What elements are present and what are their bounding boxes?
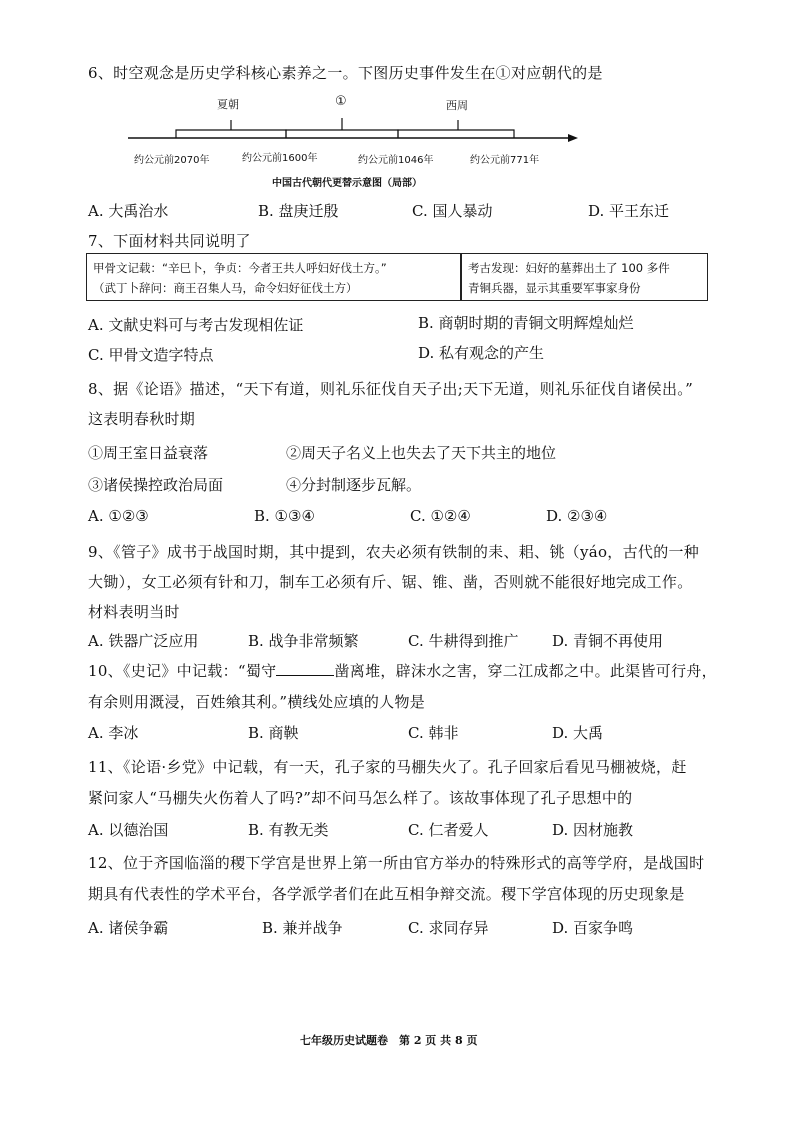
q11-stem-line1: 11、《论语·乡党》中记载，有一天，孔子家的马棚失火了。孔子回家后看见马棚被烧，赶 xyxy=(88,758,687,776)
q10-option-a[interactable]: A. 李冰 xyxy=(88,724,139,742)
q8-item-3: ③诸侯操控政治局面 xyxy=(88,476,224,494)
q7-option-c[interactable]: C. 甲骨文造字特点 xyxy=(88,346,214,364)
q9-stem-line2: 大锄），女工必须有针和刀，制车工必须有斤、锯、锥、凿，否则就不能很好地完成工作。 xyxy=(88,573,693,591)
q8-item-2: ②周天子名义上也失去了天下共主的地位 xyxy=(286,444,557,462)
brace-xia xyxy=(176,120,286,138)
q10-option-b[interactable]: B. 商鞅 xyxy=(248,724,299,742)
q11-option-d[interactable]: D. 因材施教 xyxy=(552,821,634,839)
q11-option-b[interactable]: B. 有教无类 xyxy=(248,821,329,839)
q7-box-left-line1: 甲骨文记载：“辛巳卜，争贞：今者王共人呼妇好伐土方。” xyxy=(93,261,387,275)
q6-option-a[interactable]: A. 大禹治水 xyxy=(88,202,169,220)
q8-option-a[interactable]: A. ①②③ xyxy=(88,507,149,525)
q9-option-b[interactable]: B. 战争非常频繁 xyxy=(248,632,359,650)
q12-option-d[interactable]: D. 百家争鸣 xyxy=(552,919,634,937)
timeline-label-western-zhou: 西周 xyxy=(446,99,468,112)
timeline-date-2: 约公元前1600年 xyxy=(242,153,318,164)
q12-option-a[interactable]: A. 诸侯争霸 xyxy=(88,919,169,937)
q10-stem-line2: 有余则用溉浸，百姓飨其利。”横线处应填的人物是 xyxy=(88,693,426,711)
q6-option-c[interactable]: C. 国人暴动 xyxy=(412,202,493,220)
q6-option-d[interactable]: D. 平王东迁 xyxy=(588,202,670,220)
q8-item-4: ④分封制逐步瓦解。 xyxy=(286,476,422,494)
q8-stem-line1: 8、据《论语》描述，“天下有道，则礼乐征伐自天子出;天下无道，则礼乐征伐自诸侯出。” xyxy=(88,380,694,398)
q9-stem-line1: 9、《管子》成书于战国时期，其中提到，农夫必须有铁制的耒、耜、铫（yáo，古代的一种 xyxy=(88,543,700,561)
q10-option-d[interactable]: D. 大禹 xyxy=(552,724,604,742)
brace-western-zhou xyxy=(398,120,514,138)
q8-option-c[interactable]: C. ①②④ xyxy=(410,507,471,525)
q6-option-b[interactable]: B. 盘庚迁殷 xyxy=(258,202,339,220)
timeline-label-circle-1: ① xyxy=(335,94,347,109)
timeline-date-4: 约公元前771年 xyxy=(470,155,540,166)
q8-stem-line2: 这表明春秋时期 xyxy=(88,410,196,428)
timeline-label-xia: 夏朝 xyxy=(217,98,239,111)
q12-option-c[interactable]: C. 求同存异 xyxy=(408,919,489,937)
q12-stem-line1: 12、位于齐国临淄的稷下学宫是世界上第一所由官方举办的特殊形式的高等学府，是战国时 xyxy=(88,854,705,872)
q9-option-c[interactable]: C. 牛耕得到推广 xyxy=(408,632,519,650)
q8-item-1: ①周王室日益衰落 xyxy=(88,444,209,462)
q7-option-d[interactable]: D. 私有观念的产生 xyxy=(418,344,545,362)
timeline-date-3: 约公元前1046年 xyxy=(358,155,434,166)
q11-stem-line2: 紧问家人“马棚失火伤着人了吗?”却不问马怎么样了。该故事体现了孔子思想中的 xyxy=(88,789,633,807)
q6-stem: 6、时空观念是历史学科核心素养之一。下图历史事件发生在①对应朝代的是 xyxy=(88,64,603,82)
q9-stem-line3: 材料表明当时 xyxy=(88,603,180,621)
q10-stem-part2: 凿离堆，辟沫水之害，穿二江成都之中。此渠皆可行舟， xyxy=(334,662,717,680)
q7-stem: 7、下面材料共同说明了 xyxy=(88,232,251,250)
timeline-caption: 中国古代朝代更替示意图（局部） xyxy=(272,178,422,189)
q8-option-d[interactable]: D. ②③④ xyxy=(546,507,608,525)
q11-option-a[interactable]: A. 以德治国 xyxy=(88,821,169,839)
q7-option-a[interactable]: A. 文献史料可与考古发现相佐证 xyxy=(88,316,304,334)
q12-stem-line2: 期具有代表性的学术平台，各学派学者们在此互相争辩交流。稷下学宫体现的历史现象是 xyxy=(88,885,685,903)
q10-blank[interactable] xyxy=(276,661,334,676)
q10-stem-part1: 10、《史记》中记载：“蜀守 xyxy=(88,662,277,680)
page-footer: 七年级历史试题卷 第 2 页 共 8 页 xyxy=(300,1034,478,1047)
q7-box-right-line1: 考古发现：妇好的墓葬出土了 100 多件 xyxy=(468,261,670,275)
q7-option-b[interactable]: B. 商朝时期的青铜文明辉煌灿烂 xyxy=(418,314,634,332)
q9-option-a[interactable]: A. 铁器广泛应用 xyxy=(88,632,199,650)
q11-option-c[interactable]: C. 仁者爱人 xyxy=(408,821,489,839)
q7-box-right-line2: 青铜兵器，显示其重要军事家身份 xyxy=(468,281,641,295)
q12-option-b[interactable]: B. 兼并战争 xyxy=(262,919,343,937)
q9-option-d[interactable]: D. 青铜不再使用 xyxy=(552,632,664,650)
q10-option-c[interactable]: C. 韩非 xyxy=(408,724,459,742)
q10-stem-line1 xyxy=(88,660,717,681)
timeline-date-1: 约公元前2070年 xyxy=(134,155,210,166)
brace-unknown xyxy=(286,118,398,138)
q7-box-left-line2: （武丁卜辞问：商王召集人马，命令妇好征伐土方） xyxy=(93,281,358,295)
q8-option-b[interactable]: B. ①③④ xyxy=(254,507,315,525)
timeline-axis xyxy=(128,134,578,142)
